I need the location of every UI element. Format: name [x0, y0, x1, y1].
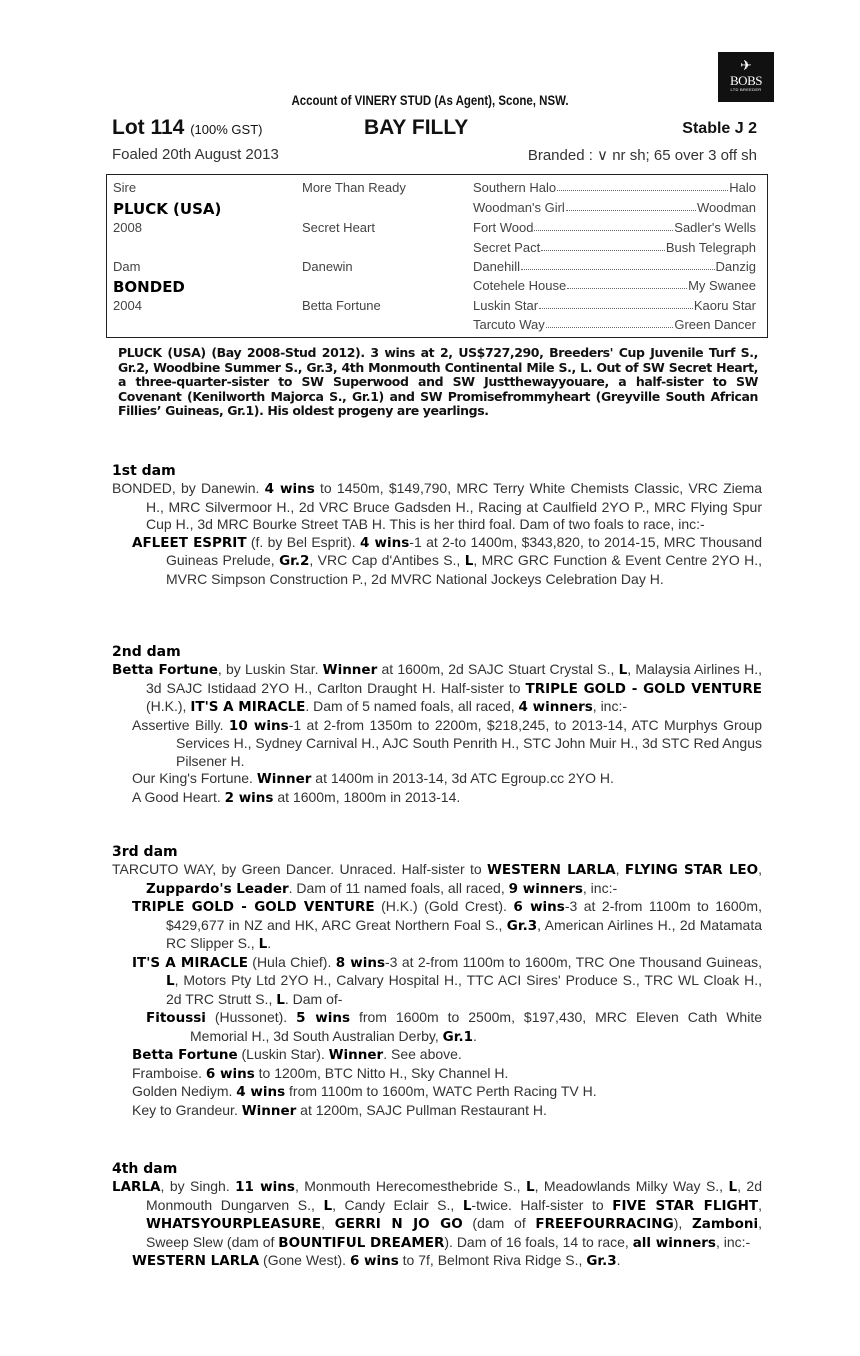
logo-brand: BOBS — [730, 73, 762, 88]
lot-header — [112, 116, 757, 144]
sire-sire: More Than Ready — [302, 180, 406, 195]
progeny-entry: WESTERN LARLA (Gone West). 6 wins to 7f, Belmont Riva Ridge S., Gr.3. — [132, 1252, 621, 1269]
gen3-name: Fort Wood — [473, 220, 534, 235]
section-heading: 4th dam — [112, 1161, 178, 1177]
progeny-entry: IT'S A MIRACLE (Hula Chief). 8 wins-3 at 2-from 1100m to 1600m, TRC One Thousand Guineas, L, Motors Pty Ltd 2YO H., Calvary Hospital H., TTC ACI Sires' Produce S., TRC WL Cloak H., 2d TRC Strutt S., L. Dam of- — [132, 953, 763, 1008]
gen3-row — [473, 200, 756, 215]
progeny-entry: Framboise. 6 wins to 1200m, BTC Nitto H., Sky Channel H. — [132, 1064, 509, 1082]
logo-subtitle: LTD BREEDER — [730, 87, 762, 92]
section-heading: 1st dam — [112, 463, 176, 479]
gen3-name: Danehill — [473, 259, 520, 274]
dam-name: BONDED — [113, 278, 185, 296]
gen3-row — [473, 240, 756, 255]
progeny-entry: AFLEET ESPRIT (f. by Bel Esprit). 4 wins-1 at 2-to 1400m, $343,820, to 2014-15, MRC Thousand Guineas Prelude, Gr.2, VRC Cap d'Antibes S., L, MRC GRC Function & Event Centre 2YO H., MVRC Simpson Construction P., 2d MVRC National Jockeys Celebration Day H. — [132, 533, 763, 587]
gst-note: (100% GST) — [190, 122, 263, 137]
grand-progeny-entry: Fitoussi (Hussonet). 5 wins from 1600m to 2500m, $197,430, MRC Eleven Cath White Memorial H., 3d South Australian Derby, Gr.1. — [146, 1009, 763, 1045]
gen3-name: Southern Halo — [473, 180, 557, 195]
gen3-row — [473, 180, 756, 195]
lot-number — [112, 116, 262, 140]
gen3-name: Cotehele House — [473, 278, 567, 293]
foaled-date: Foaled 20th August 2013 — [112, 146, 279, 163]
progeny-entry: TRIPLE GOLD - GOLD VENTURE (H.K.) (Gold Crest). 6 wins-3 at 2-from 1100m to 1600m, $429,677 in NZ and HK, ARC Great Northern Foal S., Gr.3, American Airlines H., 2d Matamata RC Slipper S., L. — [132, 898, 762, 952]
section-heading: 2nd dam — [112, 644, 181, 660]
sire-summary: PLUCK (USA) (Bay 2008-Stud 2012). 3 wins at 2, US$727,290, Breeders' Cup Juvenile Turf S., Gr.2, Woodbine Summer S., Gr.3, 4th Monmouth Continental Mile S., L. Out of SW Secret Heart, a three-quarter-sister to SW Superwood and SW Justthewayyouare, a half-sister to SW Covenant (Kenilworth Majorca S., Gr.1) and SW Promisefrommyheart (Greyville South African Fillies’ Guineas, Gr.1). His oldest progeny are yearlings. — [118, 345, 758, 418]
first-dam-section — [112, 462, 762, 588]
dam-paragraph: BONDED, by Danewin. 4 wins to 1450m, $149,790, MRC Terry White Chemists Classic, VRC Ziema H., MRC Silvermoor H., 2d VRC Bruce Gadsden H., Racing at Caulfield 2YO P., MRC Flying Spur Cup H., 3d MRC Bourke Street TAB H. This is her third foal. Dam of two foals to race, inc:- — [112, 480, 762, 532]
gen3-sire: Woodman — [696, 200, 756, 215]
dam-paragraph: TARCUTO WAY, by Green Dancer. Unraced. Half-sister to WESTERN LARLA, FLYING STAR LEO, Zuppardo's Leader. Dam of 11 named foals, all raced, 9 winners, inc:- — [112, 861, 763, 897]
color-sex: BAY FILLY — [364, 116, 469, 139]
sire-year: 2008 — [113, 220, 142, 235]
third-dam-section — [112, 843, 762, 1120]
gen3-name: Secret Pact — [473, 240, 541, 255]
lot-label: Lot 114 — [112, 116, 185, 139]
vendor-account: Account of VINERY STUD (As Agent), Scone, NSW. — [291, 92, 569, 108]
foaling-row — [112, 146, 757, 163]
dam-year: 2004 — [113, 298, 142, 313]
gen3-row — [473, 317, 756, 332]
gen3-name: Woodman's Girl — [473, 200, 565, 215]
progeny-entry: Key to Grandeur. Winner at 1200m, SAJC Pullman Restaurant H. — [132, 1101, 547, 1119]
pegasus-icon: ✈ — [740, 57, 752, 73]
gen3-sire: My Swanee — [688, 278, 756, 293]
stable-location: Stable J 2 — [682, 120, 757, 137]
second-dam-section — [112, 643, 762, 807]
section-heading: 3rd dam — [112, 844, 178, 860]
gen3-row — [473, 298, 756, 313]
dam-sire: Danewin — [302, 259, 353, 274]
dam-paragraph: Betta Fortune, by Luskin Star. Winner at 1600m, 2d SAJC Stuart Crystal S., L, Malaysia Airlines H., 3d SAJC Istidaad 2YO H., Carlton Draught H. Half-sister to TRIPLE GOLD - GOLD VENTURE (H.K.), IT'S A MIRACLE. Dam of 5 named foals, all raced, 4 winners, inc:- — [112, 661, 762, 715]
dam-paragraph: LARLA, by Singh. 11 wins, Monmouth Herecomesthebride S., L, Meadowlands Milky Way S., L, 2d Monmouth Dungarven S., L, Candy Eclair S., L-twice. Half-sister to FIVE STAR FLIGHT, WHATSYOURPLEASURE, GERRI N JO GO (dam of FREEFOURRACING), Zamboni, Sweep Slew (dam of BOUNTIFUL DREAMER). Dam of 16 foals, 14 to race, all winners, inc:- — [112, 1178, 763, 1251]
gen3-sire: Sadler's Wells — [674, 220, 756, 235]
progeny-entry: A Good Heart. 2 wins at 1600m, 1800m in 2013-14. — [132, 788, 461, 806]
progeny-entry: Golden Nediym. 4 wins from 1100m to 1600m, WATC Perth Racing TV H. — [132, 1083, 597, 1100]
sire-name: PLUCK (USA) — [113, 200, 222, 218]
gen3-sire: Bush Telegraph — [665, 240, 756, 255]
dam-dam: Betta Fortune — [302, 298, 381, 313]
gen3-row — [473, 278, 756, 293]
fourth-dam-section — [112, 1160, 762, 1271]
pedigree-table — [106, 174, 768, 338]
progeny-entry: Assertive Billy. 10 wins-1 at 2-from 1350m to 2200m, $218,245, to 2013-14, ATC Murphys Group Services H., Sydney Carnival H., AJC South Penrith H., STC John Muir H., 3d STC Red Angus Pilsener H. — [132, 716, 763, 769]
gen3-name: Luskin Star — [473, 298, 539, 313]
gen3-row — [473, 259, 756, 274]
gen3-sire: Kaoru Star — [693, 298, 756, 313]
gen3-name: Tarcuto Way — [473, 317, 545, 332]
dam-label: Dam — [113, 259, 141, 274]
gen3-sire: Danzig — [715, 259, 756, 274]
brand-marks: Branded : ∨ nr sh; 65 over 3 off sh — [527, 147, 757, 164]
gen3-sire: Green Dancer — [674, 317, 756, 332]
progeny-entry: Betta Fortune (Luskin Star). Winner. See above. — [132, 1046, 462, 1063]
progeny-entry: Our King's Fortune. Winner at 1400m in 2013-14, 3d ATC Egroup.cc 2YO H. — [132, 770, 614, 787]
gen3-row — [473, 220, 756, 235]
sire-label: Sire — [113, 180, 137, 195]
gen3-sire: Halo — [729, 180, 756, 195]
sire-dam: Secret Heart — [302, 220, 375, 235]
